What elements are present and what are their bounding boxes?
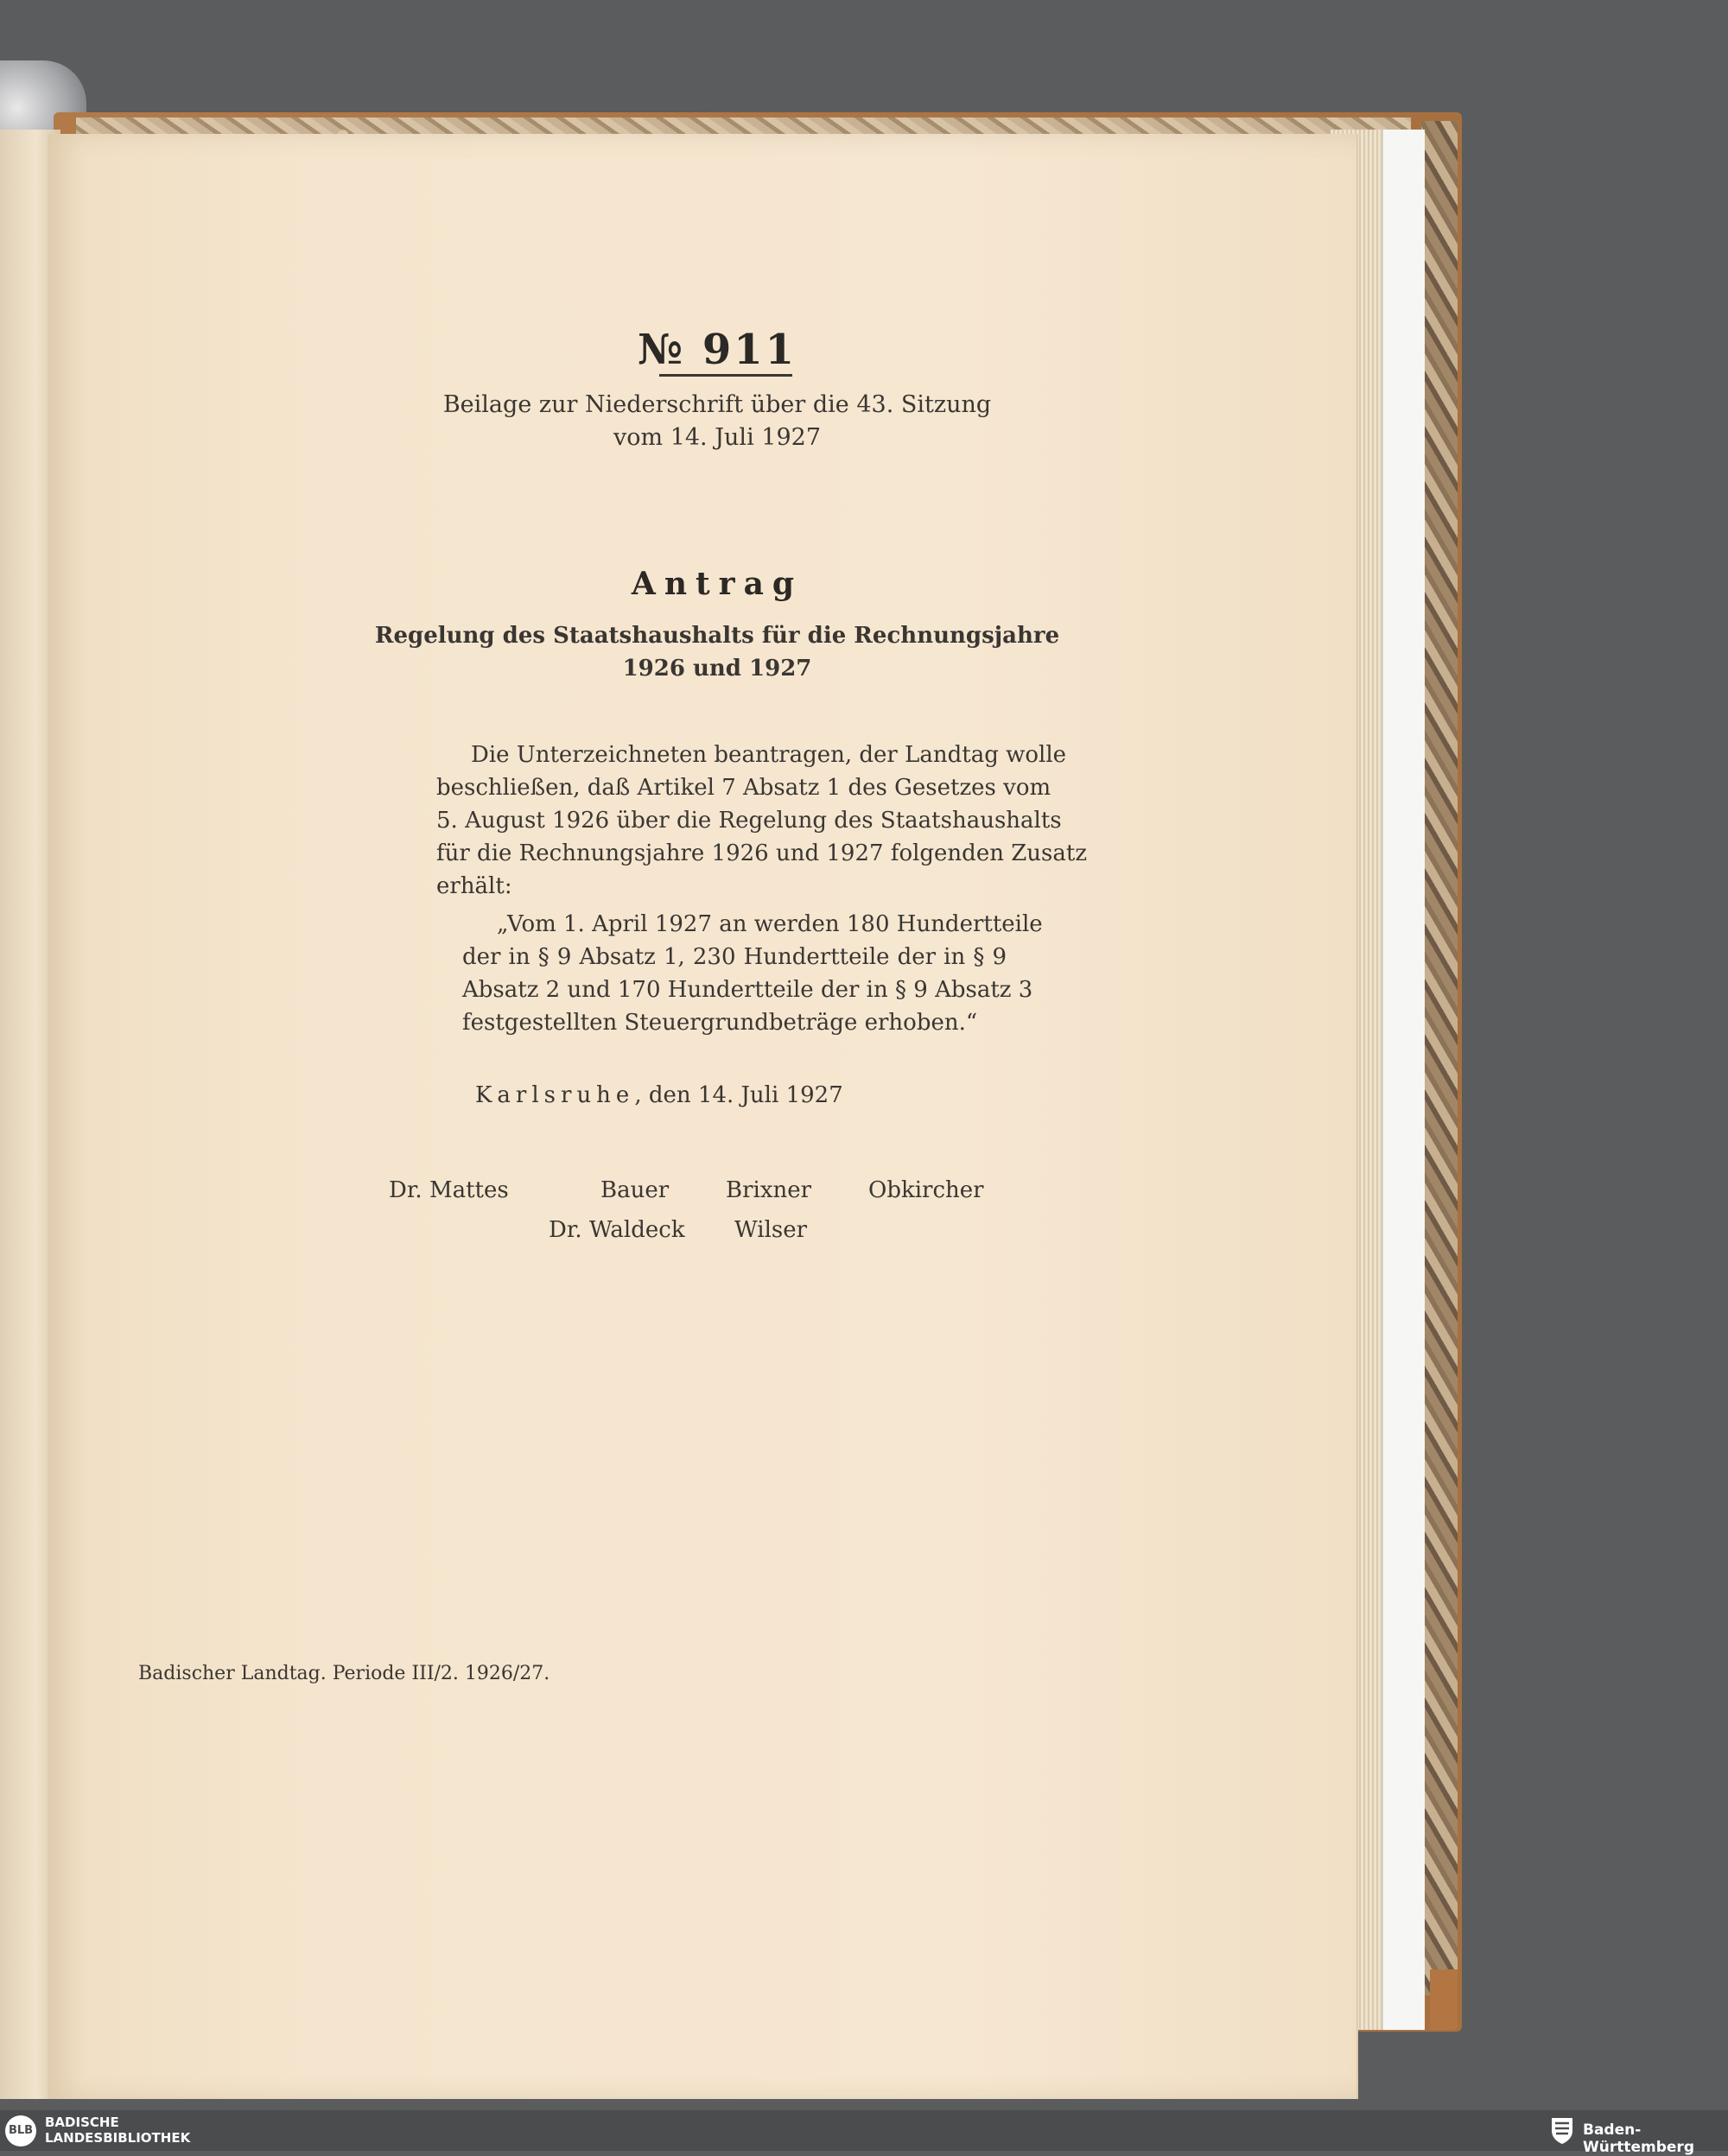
signatory: Dr. Mattes <box>389 1177 509 1203</box>
heading: Antrag <box>631 566 804 602</box>
marbled-edge-right <box>1421 121 1458 1995</box>
blank-sheet <box>1382 130 1425 2030</box>
page-fold <box>1356 134 1358 2099</box>
regarding-line-2: 1926 und 1927 <box>622 656 812 682</box>
subtitle-line-1: Beilage zur Niederschrift über die 43. Sitzung <box>442 391 992 418</box>
state-name[interactable]: Baden-Württemberg <box>1583 2121 1694 2156</box>
place-and-date <box>475 1082 843 1108</box>
library-name[interactable] <box>45 2115 190 2146</box>
body-line: 5. August 1926 über die Regelung des Staatshaushalts <box>436 808 1062 834</box>
quote-line: festgestellten Steuergrundbeträge erhoben.“ <box>462 1010 978 1036</box>
document-number: № 911 <box>637 326 797 374</box>
library-name-line-1: BADISCHE <box>45 2115 119 2130</box>
quote-line: „Vom 1. April 1927 an werden 180 Hundertteile <box>497 911 1043 937</box>
date-text: , den 14. Juli 1927 <box>634 1082 843 1108</box>
body-line: erhält: <box>436 873 512 899</box>
quote-line: der in § 9 Absatz 1, 230 Hundertteile der in § 9 <box>462 944 1007 970</box>
document-page <box>48 134 1356 2099</box>
signatory: Dr. Waldeck <box>549 1217 685 1243</box>
body-line: Die Unterzeichneten beantragen, der Landtag wolle <box>471 742 1067 768</box>
body-line: beschließen, daß Artikel 7 Absatz 1 des Gesetzes vom <box>436 775 1051 801</box>
blb-logo-icon[interactable]: BLB <box>5 2115 36 2146</box>
quote-line: Absatz 2 und 170 Hundertteile der in § 9 Absatz 3 <box>462 977 1033 1003</box>
subtitle-line-2: vom 14. Juli 1927 <box>613 424 821 451</box>
body-line: für die Rechnungsjahre 1926 und 1927 folgenden Zusatz <box>436 840 1088 866</box>
signatory: Wilser <box>734 1217 808 1243</box>
leather-corner <box>1430 1969 1458 2030</box>
signatory: Bauer <box>600 1177 670 1203</box>
number-underline <box>659 374 792 377</box>
library-name-line-2: LANDESBIBLIOTHEK <box>45 2130 191 2146</box>
page-footer: Badischer Landtag. Periode III/2. 1926/27. <box>138 1663 550 1684</box>
place-name: Karlsruhe <box>475 1082 635 1108</box>
signatory: Obkircher <box>868 1177 984 1203</box>
signatory: Brixner <box>726 1177 812 1203</box>
library-bar <box>0 2110 1728 2156</box>
regarding-line-1: Regelung des Staatshaushalts für die Rechnungsjahre <box>374 623 1060 649</box>
coat-of-arms-icon <box>1549 2115 1575 2145</box>
